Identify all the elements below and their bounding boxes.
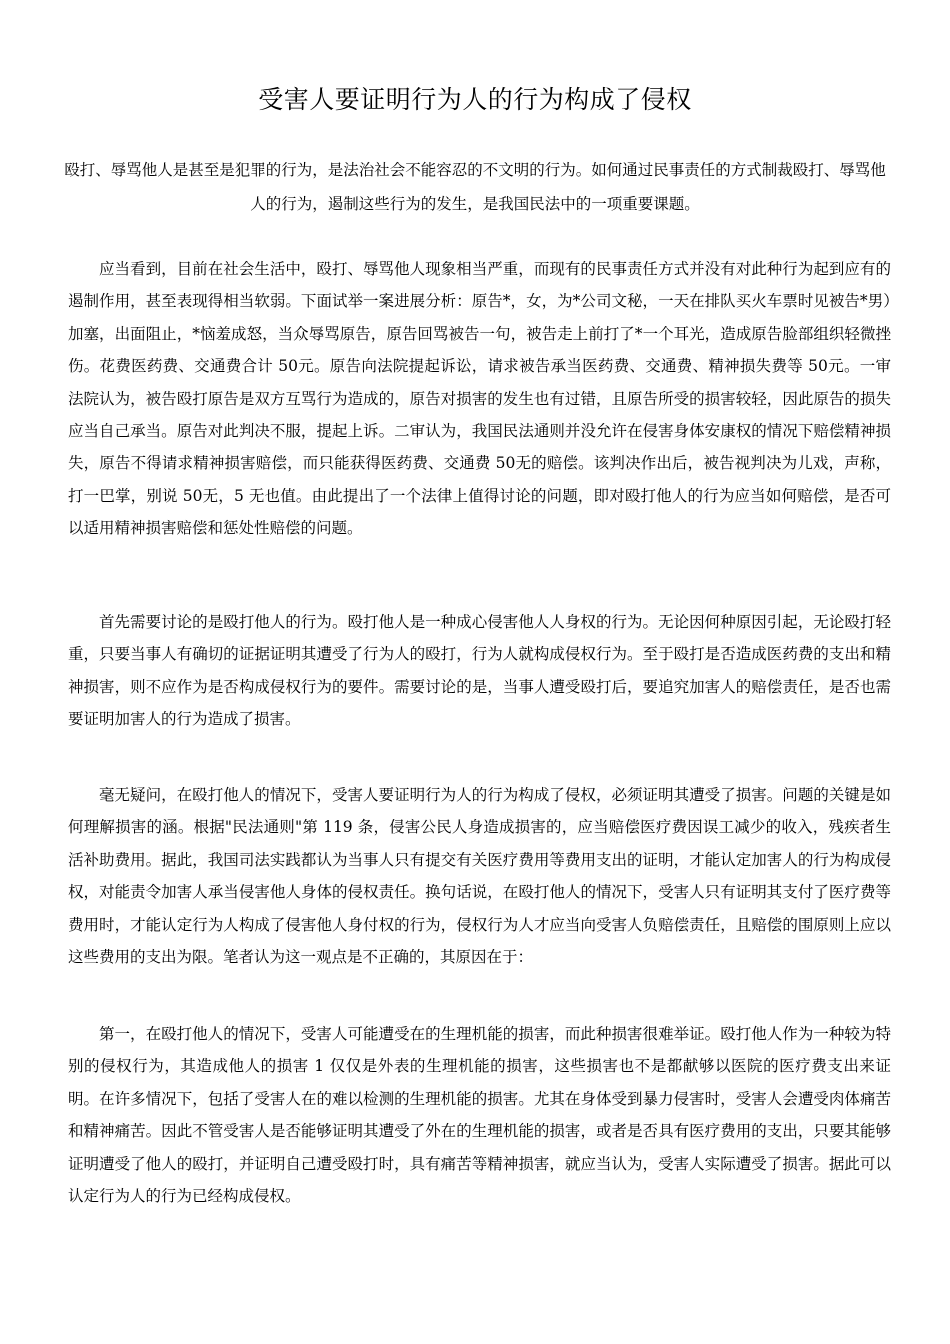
body-paragraph-1: 应当看到，目前在社会生活中，殴打、辱骂他人现象相当严重，而现有的民事责任方式并没有对此种行为起到应有的遏制作用，甚至表现得相当软弱。下面试举一案进展分析：原告*，女，为*公司文秘，一天在排队买火车票时见被告*男）加塞，出面阻止，*恼羞成怒，当众辱骂原告，原告回骂被告一句，被告走上前打了*一个耳光，造成原告脸部组织轻微挫伤。花费医药费、交通费合计 50元。原告向法院提起诉讼，请求被告承当医药费、交通费、精神损失费等 50元。一审法院认为，被告殴打原告是双方互骂行为造成的，原告对损害的发生也有过错，且原告所受的损害较轻，因此原告的损失应当自己承当。原告对此判决不服，提起上诉。二审认为，我国民法通则并没允许在侵害身体安康权的情况下赔偿精神损失，原告不得请求精神损害赔偿，而只能获得医药费、交通费 50无的赔偿。该判决作出后，被告视判决为儿戏，声称，打一巴掌，别说 50无，5 无也值。由此提出了一个法律上值得讨论的问题，即对殴打他人的行为应当如何赔偿，是否可以适用精神损害赔偿和惩处性赔偿的问题。 [68, 260, 891, 538]
intro-paragraph: 殴打、辱骂他人是甚至是犯罪的行为，是法治社会不能容忍的不文明的行为。如何通过民事责任的方式制裁殴打、辱骂他人的行为，遏制这些行为的发生，是我国民法中的一项重要课题。 [64, 161, 886, 213]
body-paragraph-4: 第一，在殴打他人的情况下，受害人可能遭受在的生理机能的损害，而此种损害很难举证。殴打他人作为一种较为特别的侵权行为，其造成他人的损害 1 仅仅是外表的生理机能的损害，这些损害也不是都献够以医院的医疗费支出来证明。在许多情况下，包括了受害人在的难以检测的生理机能的损害。尤其在身体受到暴力侵害时，受害人会遭受肉体痛苦和精神痛苦。因此不管受害人是否能够证明其遭受了外在的生理机能的损害，或者是否具有医疗费用的支出，只要其能够证明遭受了他人的殴打，并证明自己遭受殴打时，具有痛苦等精神损害，就应当认为，受害人实际遭受了损害。据此可以认定行为人的行为已经构成侵权。 [68, 1025, 891, 1206]
body-paragraph-2: 首先需要讨论的是殴打他人的行为。殴打他人是一种成心侵害他人人身权的行为。无论因何种原因引起，无论殴打轻重，只要当事人有确切的证据证明其遭受了行为人的殴打，行为人就构成侵权行为。至于殴打是否造成医药费的支出和精神损害，则不应作为是否构成侵权行为的要件。需要讨论的是，当事人遭受殴打后，要追究加害人的赔偿责任，是否也需要证明加害人的行为造成了损害。 [68, 613, 891, 729]
document-title: 受害人要证明行为人的行为构成了侵权 [258, 85, 692, 114]
body-paragraph-3: 毫无疑问，在殴打他人的情况下，受害人要证明行为人的行为构成了侵权，必须证明其遭受了损害。问题的关键是如何理解损害的涵。根据"民法通则"第 119 条，侵害公民人身造成损害的，应当赔偿医疗费因误工减少的收入，残疾者生活补助费用。据此，我国司法实践都认为当事人只有提交有关医疗费用等费用支出的证明，才能认定加害人的行为构成侵权，对能责令加害人承当侵害他人身体的侵权责任。换句话说，在殴打他人的情况下，受害人只有证明其支付了医疗费等费用时，才能认定行为人构成了侵害他人身付权的行为，侵权行为人才应当向受害人负赔偿责任，且赔偿的围原则上应以这些费用的支出为限。笔者认为这一观点是不正确的，其原因在于： [68, 786, 891, 967]
